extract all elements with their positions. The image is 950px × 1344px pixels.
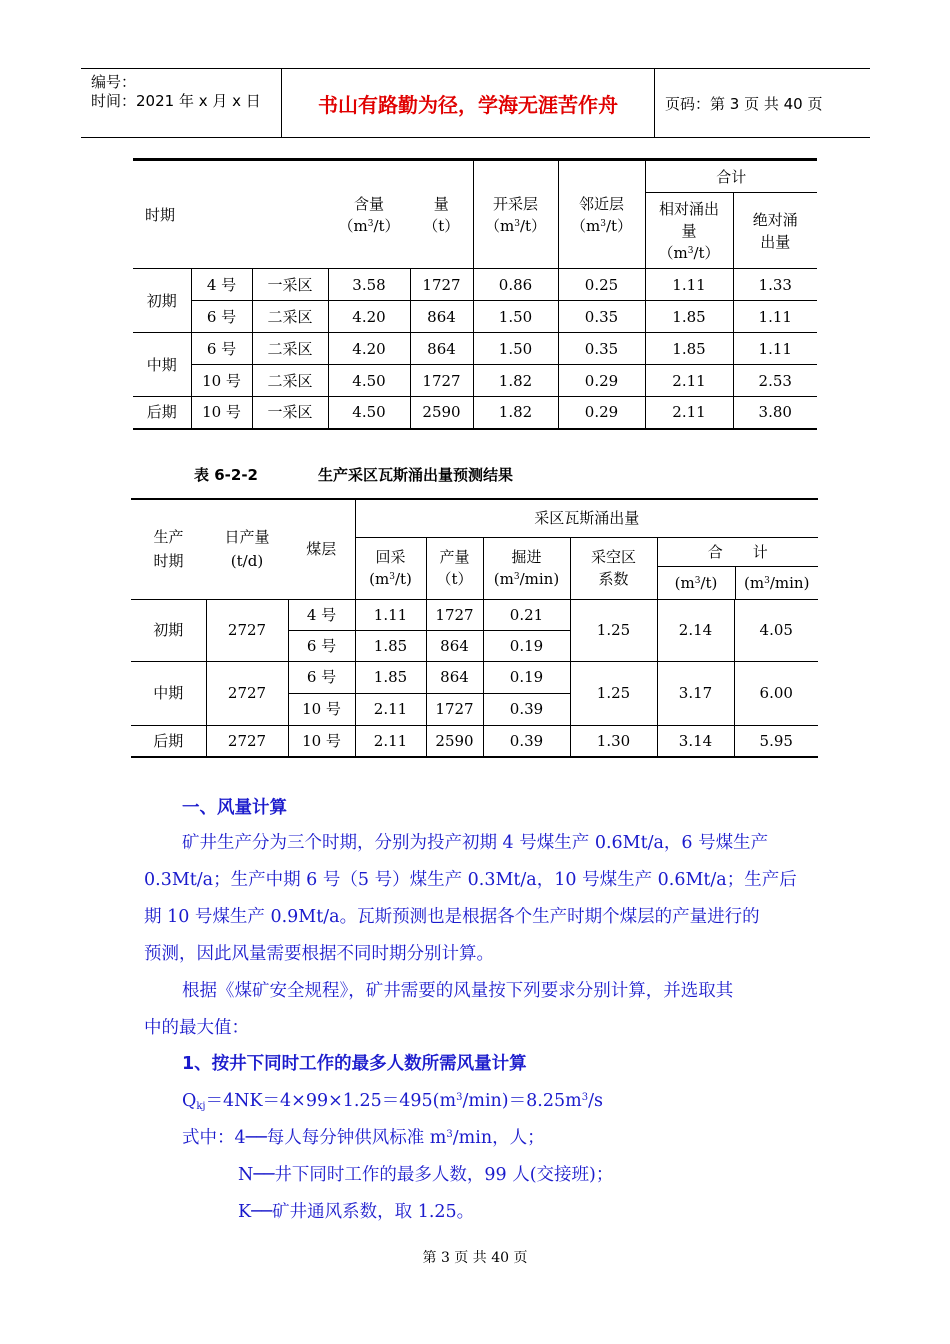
t2-heading: 0.21 <box>483 599 570 630</box>
t1-area: 二采区 <box>252 365 328 397</box>
where-line-n: N──井下同时工作的最多人数，99 人(交接班)； <box>238 1165 614 1185</box>
section-heading-air-volume: 一、风量计算 <box>182 798 287 818</box>
table-row <box>131 725 818 757</box>
t2-recovery: 2.11 <box>355 725 426 757</box>
t1-header-adjacent-unit: $(m^3/t)$ <box>570 216 633 235</box>
gas-emission-forecast-table <box>131 498 818 758</box>
t2-header-total <box>657 537 818 599</box>
t2-header-daily <box>206 499 288 599</box>
t1-seam: 6 号 <box>191 333 252 365</box>
where-line-k: K──矿井通风系数，取 1.25。 <box>238 1202 475 1222</box>
t1-header-relative <box>645 193 733 269</box>
t2-header-recovery-unit: $(m^3/t)$ <box>369 570 412 588</box>
t1-relative: 1.85 <box>645 333 733 365</box>
t2-heading: 0.39 <box>483 725 570 757</box>
t2-output: 2590 <box>426 725 483 757</box>
table-row <box>133 301 817 333</box>
t2-daily: 2727 <box>206 661 288 725</box>
t1-amount: 2590 <box>410 397 473 429</box>
t1-adjacent: 0.29 <box>558 365 645 397</box>
t2-header-goaf-label: 采空区 <box>590 548 636 566</box>
t2-header-total-label: 合 计 <box>658 538 819 567</box>
t1-seam: 10 号 <box>191 397 252 429</box>
t2-output: 864 <box>426 630 483 661</box>
t1-area: 一采区 <box>252 397 328 429</box>
t1-header-relative-unit: $(m^3/t)$ <box>658 243 720 262</box>
paragraph-line: 预测，因此风量需要根据不同时期分别计算。 <box>144 944 494 964</box>
t1-adjacent: 0.25 <box>558 269 645 301</box>
t1-period: 后期 <box>133 397 191 429</box>
t1-header-content-label: 含量 <box>353 194 384 213</box>
t1-area: 二采区 <box>252 301 328 333</box>
t1-mining: 1.82 <box>473 397 558 429</box>
header-serial: 编号： <box>91 73 137 91</box>
t1-content: 4.20 <box>328 301 410 333</box>
t1-seam: 6 号 <box>191 301 252 333</box>
table-row <box>133 269 817 301</box>
t2-output: 1727 <box>426 693 483 725</box>
t2-period: 后期 <box>131 725 206 757</box>
t2-heading: 0.19 <box>483 661 570 693</box>
t2-header-goaf-label2: 系数 <box>598 570 629 588</box>
t1-header-mining-label: 开采层 <box>492 194 538 213</box>
t1-content: 4.50 <box>328 365 410 397</box>
t2-seam: 6 号 <box>288 630 355 661</box>
t1-header-content-unit: $(m^3/t)$ <box>338 216 400 235</box>
t2-header-goaf <box>570 537 657 599</box>
t1-header-adjacent-label: 邻近层 <box>578 194 624 213</box>
t2-header-period: 生产 时期 <box>131 499 206 599</box>
t1-absolute: 1.33 <box>733 269 817 301</box>
table-row <box>131 599 818 630</box>
t1-header-mining <box>473 160 558 269</box>
t1-header-mining-unit: $(m^3/t)$ <box>484 216 547 235</box>
t2-header-daily-unit: (t/d) <box>230 552 264 571</box>
t1-mining: 1.50 <box>473 301 558 333</box>
t2-recovery: 2.11 <box>355 693 426 725</box>
t2-header-recovery-label: 回采 <box>375 548 406 566</box>
t1-header-adjacent <box>558 160 645 269</box>
t2-total2: 4.05 <box>734 599 818 661</box>
t2-header-total-unit2: $(m^3/\min)$ <box>744 573 810 592</box>
t2-total1: 3.14 <box>657 725 734 757</box>
t1-header-period: 时期 <box>133 160 328 269</box>
t1-header-amount <box>410 160 473 269</box>
table2-caption-number: 表 6-2-2 <box>194 466 258 484</box>
t1-relative: 1.11 <box>645 269 733 301</box>
t1-header-amount-label: 量 <box>433 194 449 213</box>
t2-header-heading-unit: $(m^3/\min)$ <box>493 570 560 588</box>
t2-header-output-unit: （t） <box>436 570 473 588</box>
t2-header-recovery <box>355 537 426 599</box>
t1-mining: 1.50 <box>473 333 558 365</box>
paragraph-line: 0.3Mt/a；生产中期 6 号（5 号）煤生产 0.3Mt/a，10 号煤生产 0.6Mt/a；生产后 <box>144 870 797 890</box>
paragraph-line: 期 10 号煤生产 0.9Mt/a。瓦斯预测也是根据各个生产时期个煤层的产量进行的 <box>144 907 760 927</box>
header-meta <box>81 69 282 137</box>
t2-goaf: 1.25 <box>570 661 657 725</box>
t2-goaf: 1.30 <box>570 725 657 757</box>
t2-total1: 3.17 <box>657 661 734 725</box>
t2-seam: 10 号 <box>288 725 355 757</box>
paragraph-line: 中的最大值： <box>144 1018 249 1038</box>
t2-seam: 4 号 <box>288 599 355 630</box>
t2-seam: 10 号 <box>288 693 355 725</box>
t1-header-total: 合计 <box>645 160 817 193</box>
t1-absolute: 1.11 <box>733 333 817 365</box>
table-row <box>131 661 818 693</box>
t1-header-absolute: 绝对涌 出量 <box>733 193 817 269</box>
t2-header-gas: 采区瓦斯涌出量 <box>355 499 818 537</box>
table-row <box>133 365 817 397</box>
t1-amount: 1727 <box>410 365 473 397</box>
t1-amount: 864 <box>410 301 473 333</box>
page-footer: 第 3 页 共 40 页 <box>422 1250 528 1266</box>
t2-header-output-label: 产量 <box>439 548 470 566</box>
t2-period: 中期 <box>131 661 206 725</box>
t2-daily: 2727 <box>206 599 288 661</box>
t2-output: 1727 <box>426 599 483 630</box>
paragraph-line: 矿井生产分为三个时期，分别为投产初期 4 号煤生产 0.6Mt/a，6 号煤生产 <box>182 833 769 853</box>
t2-goaf: 1.25 <box>570 599 657 661</box>
t1-content: 3.58 <box>328 269 410 301</box>
t1-absolute: 3.80 <box>733 397 817 429</box>
t2-seam: 6 号 <box>288 661 355 693</box>
t2-header-total-unit1: $(m^3/t)$ <box>658 567 736 599</box>
where-line-4: 式中：4──每人每分钟供风标准 $m^3/\min$，人； <box>182 1128 545 1148</box>
t1-content: 4.20 <box>328 333 410 365</box>
t1-adjacent: 0.35 <box>558 301 645 333</box>
t2-heading: 0.19 <box>483 630 570 661</box>
t1-seam: 4 号 <box>191 269 252 301</box>
t1-absolute: 2.53 <box>733 365 817 397</box>
table-row <box>133 397 817 429</box>
table2-caption-title: 生产采区瓦斯涌出量预测结果 <box>318 466 514 484</box>
t2-header-seam: 煤层 <box>288 499 355 599</box>
page-header <box>81 68 870 138</box>
t1-header-amount-unit: （t） <box>423 216 460 235</box>
t1-period: 中期 <box>133 333 191 397</box>
t1-amount: 1727 <box>410 269 473 301</box>
t1-absolute: 1.11 <box>733 301 817 333</box>
t1-adjacent: 0.29 <box>558 397 645 429</box>
t1-mining: 0.86 <box>473 269 558 301</box>
t2-header-heading <box>483 537 570 599</box>
t2-daily: 2727 <box>206 725 288 757</box>
header-page-info: 页码：第 3 页 共 40 页 <box>665 94 823 113</box>
t2-header-total-inner <box>658 538 819 599</box>
table-row <box>133 333 817 365</box>
t2-recovery: 1.85 <box>355 630 426 661</box>
subsection-heading-personnel: 1、按井下同时工作的最多人数所需风量计算 <box>182 1054 527 1074</box>
t2-total2: 5.95 <box>734 725 818 757</box>
t1-period: 初期 <box>133 269 191 333</box>
t1-mining: 1.82 <box>473 365 558 397</box>
gas-content-table <box>133 158 817 430</box>
t1-area: 二采区 <box>252 333 328 365</box>
t1-header-content <box>328 160 410 269</box>
t1-seam: 10 号 <box>191 365 252 397</box>
formula-line: $Q_{kj}=4NK=4\times 99\times 1.25=495(m^3/\min)=8.25m^3/s$ <box>182 1091 603 1112</box>
t2-period: 初期 <box>131 599 206 661</box>
header-motto: 书山有路勤为径，学海无涯苦作舟 <box>282 69 655 137</box>
t1-relative: 2.11 <box>645 365 733 397</box>
t1-relative: 2.11 <box>645 397 733 429</box>
t2-total1: 2.14 <box>657 599 734 661</box>
t2-recovery: 1.11 <box>355 599 426 630</box>
t2-output: 864 <box>426 661 483 693</box>
t2-header-heading-label: 掘进 <box>511 548 542 566</box>
header-time: 时间：2021 年 x 月 x 日 <box>91 92 261 110</box>
t1-header-relative-label: 相对涌出 量 <box>658 199 719 240</box>
t1-content: 4.50 <box>328 397 410 429</box>
paragraph-line: 根据《煤矿安全规程》，矿井需要的风量按下列要求分别计算，并选取其 <box>182 981 734 1001</box>
t2-header-daily-label: 日产量 <box>224 528 270 547</box>
t1-relative: 1.85 <box>645 301 733 333</box>
t2-heading: 0.39 <box>483 693 570 725</box>
t1-area: 一采区 <box>252 269 328 301</box>
t1-amount: 864 <box>410 333 473 365</box>
t2-recovery: 1.85 <box>355 661 426 693</box>
t2-header-output <box>426 537 483 599</box>
t2-total2: 6.00 <box>734 661 818 725</box>
t1-adjacent: 0.35 <box>558 333 645 365</box>
